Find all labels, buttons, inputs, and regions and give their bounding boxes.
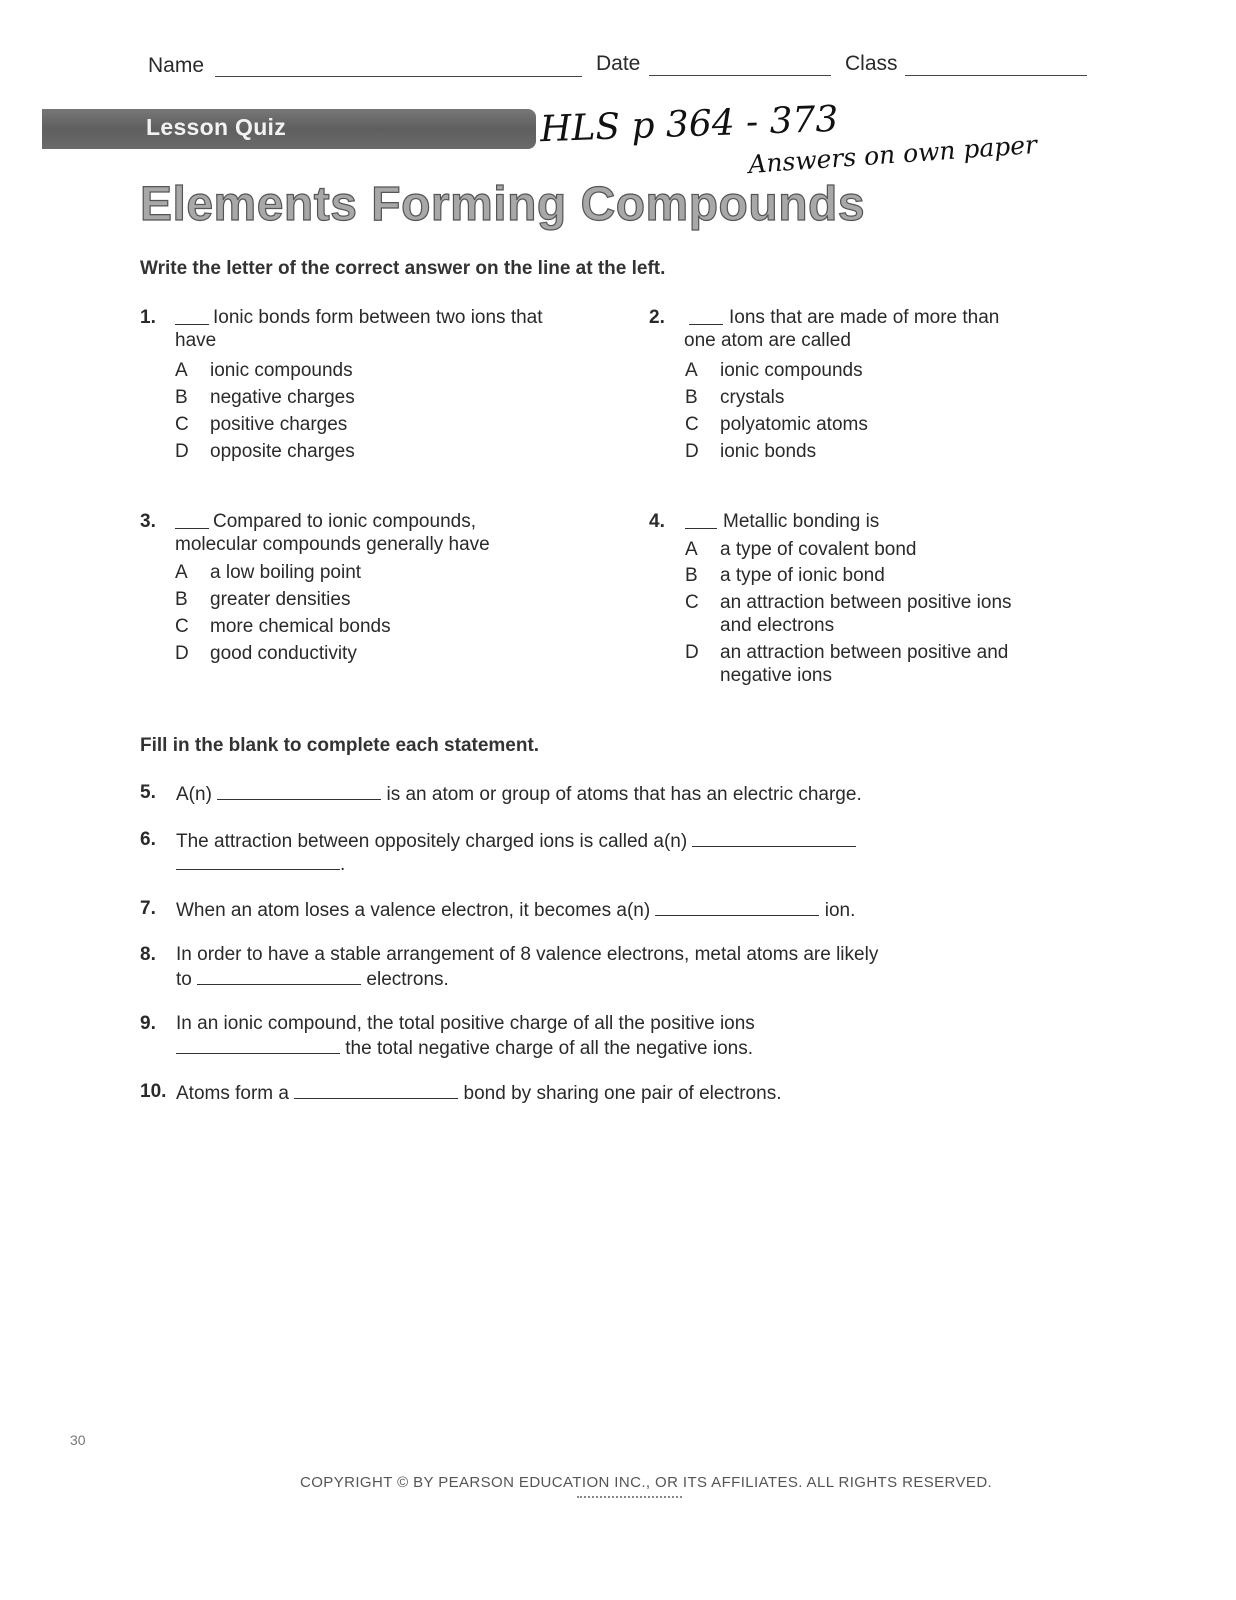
banner-label: Lesson Quiz: [146, 114, 287, 140]
fill-blank[interactable]: [692, 828, 856, 847]
question-stem: Ionic bonds form between two ions that: [213, 307, 543, 328]
question-number: 4.: [649, 511, 665, 532]
answer-blank[interactable]: [175, 306, 209, 325]
fill-blank[interactable]: [176, 1035, 340, 1054]
question-number: 2.: [649, 307, 665, 328]
fill-blank[interactable]: [217, 781, 381, 800]
fill-item-5: 5. A(n) is an atom or group of atoms that has an electric charge.: [140, 782, 862, 805]
class-label: Class: [845, 52, 898, 75]
margin-mark: 30: [70, 1432, 86, 1448]
fill-item-10: 10. Atoms form a bond by sharing one pair of electrons.: [140, 1081, 782, 1104]
question-stem: Metallic bonding is: [723, 511, 880, 532]
footer-divider: [577, 1496, 682, 1498]
fill-blank[interactable]: [294, 1080, 458, 1099]
question-number: 1.: [140, 307, 156, 328]
section2-instruction: Fill in the blank to complete each statement.: [140, 735, 540, 756]
answer-blank[interactable]: [689, 306, 723, 325]
item-number: 9.: [140, 1013, 156, 1034]
copyright-footer: COPYRIGHT © BY PEARSON EDUCATION INC., OR ITS AFFILIATES. ALL RIGHTS RESERVED.: [300, 1474, 993, 1491]
name-field[interactable]: [215, 76, 582, 77]
handwritten-pages-note: HLS p 364 - 373: [539, 98, 839, 151]
class-field[interactable]: [905, 75, 1087, 76]
name-label: Name: [148, 54, 205, 77]
answer-blank[interactable]: [175, 510, 209, 529]
item-number: 8.: [140, 944, 156, 965]
fill-blank-cont[interactable]: [176, 851, 340, 870]
question-number: 3.: [140, 511, 156, 532]
question-stem-cont: molecular compounds generally have: [175, 534, 490, 555]
fill-blank[interactable]: [655, 897, 819, 916]
item-number: 10.: [140, 1081, 167, 1102]
item-number: 7.: [140, 898, 156, 919]
question-stem: Ions that are made of more than: [729, 307, 1000, 328]
section1-instruction: Write the letter of the correct answer on the line at the left.: [140, 258, 666, 279]
question-stem: Compared to ionic compounds,: [213, 511, 476, 532]
fill-blank[interactable]: [197, 966, 361, 985]
answer-blank[interactable]: [685, 510, 717, 529]
item-number: 5.: [140, 782, 156, 803]
page-title: Elements Forming Compounds: [140, 178, 866, 231]
fill-item-9: 9. In an ionic compound, the total positive charge of all the positive ions the total negative charge of all the negative ions.: [140, 1013, 755, 1059]
item-number: 6.: [140, 829, 156, 850]
date-field[interactable]: [649, 75, 831, 76]
fill-item-6: 6. The attraction between oppositely charged ions is called a(n) .: [140, 828, 156, 851]
date-label: Date: [596, 52, 641, 75]
fill-item-7: 7. When an atom loses a valence electron, it becomes a(n) ion.: [140, 898, 856, 921]
question-stem-cont: one atom are called: [684, 330, 851, 351]
question-stem-cont: have: [175, 330, 217, 351]
lesson-quiz-banner: [42, 109, 536, 149]
handwritten-answers-note: Answers on own paper: [747, 129, 1038, 180]
fill-item-8: 8. In order to have a stable arrangement of 8 valence electrons, metal atoms are likely to electrons.: [140, 944, 879, 990]
